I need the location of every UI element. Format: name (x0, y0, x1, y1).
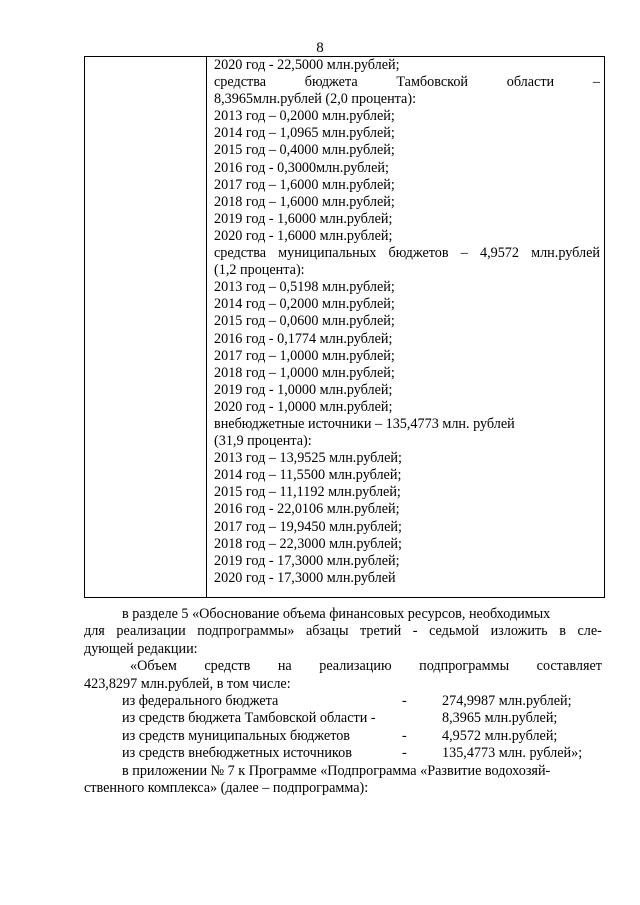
paragraph-volume-line-2: 423,8297 млн.рублей, в том числе: (84, 675, 291, 692)
funding-row (84, 745, 602, 762)
word: подпрограммы» (197, 623, 295, 640)
table-line: 2013 год – 0,2000 млн.рублей; (214, 108, 395, 125)
table-line (214, 74, 600, 91)
paragraph-line: в разделе 5 «Обоснование объема финансовых ресурсов, необходимых (122, 606, 551, 622)
funding-source-label: из средств бюджета Тамбовской области - (122, 710, 376, 727)
paragraph-volume-line-1 (84, 658, 602, 675)
word: средства (214, 74, 267, 91)
word: – (592, 74, 600, 91)
word: 4,9572 (479, 245, 519, 262)
word: млн.рублей (531, 245, 600, 262)
table-line: 2018 год – 1,6000 млн.рублей; (214, 193, 395, 210)
table-line (214, 245, 600, 262)
word: абзацы (305, 623, 349, 640)
word: сле- (577, 623, 602, 640)
table-line: 2019 год - 17,3000 млн.рублей; (214, 552, 400, 569)
table-line: 2016 год - 0,3000млн.рублей; (214, 159, 389, 176)
word: – (460, 245, 468, 262)
word: области (506, 74, 555, 91)
word: составляет (536, 658, 602, 675)
word: подпрограммы (419, 658, 510, 675)
paragraph-line: дующей редакции: (84, 640, 198, 657)
word: бюджета (304, 74, 358, 91)
funding-source-label: из средств муниципальных бюджетов (122, 727, 351, 744)
table-line: 2017 год – 19,9450 млн.рублей; (214, 518, 402, 535)
table-line: 2013 год – 0,5198 млн.рублей; (214, 279, 395, 296)
table-line: внебюджетные источники – 135,4773 млн. рублей (214, 415, 515, 432)
table-line: 2017 год – 1,6000 млн.рублей; (214, 176, 395, 193)
funding-dash: - (402, 727, 407, 744)
table-line: 2014 год – 11,5500 млн.рублей; (214, 467, 402, 484)
funding-source-label: из федерального бюджета (122, 692, 279, 709)
word: реализацию (319, 658, 392, 675)
word: реализации (116, 623, 186, 640)
table-line: 2014 год – 1,0965 млн.рублей; (214, 125, 395, 142)
table-line: 2018 год – 22,3000 млн.рублей; (214, 535, 402, 552)
table-line: 2015 год – 0,4000 млн.рублей; (214, 142, 395, 159)
funding-row (84, 728, 602, 745)
word: на (277, 658, 292, 675)
word: - (412, 623, 418, 640)
paragraph-section-5 (84, 606, 602, 658)
word: для (84, 623, 105, 640)
table-column-divider (206, 57, 207, 597)
funding-row (84, 693, 602, 710)
table-line: 2020 год - 1,6000 млн.рублей; (214, 227, 393, 244)
table-line: 2016 год - 0,1774 млн.рублей; (214, 330, 393, 347)
table-line: 2020 год - 1,0000 млн.рублей; (214, 398, 393, 415)
funding-source-label: из средств внебюджетных источников (122, 745, 352, 762)
funding-amount: 4,9572 млн.рублей; (442, 727, 558, 744)
word: «Объем (130, 658, 177, 675)
table-line: 2013 год – 13,9525 млн.рублей; (214, 450, 402, 467)
funding-amount: 274,9987 млн.рублей; (442, 692, 572, 709)
word: средств (204, 658, 251, 675)
paragraph-line (84, 623, 602, 640)
funding-dash (402, 710, 432, 727)
table-right-cell (214, 57, 600, 587)
table-line: 2018 год – 1,0000 млн.рублей; (214, 364, 395, 381)
document-body (84, 606, 602, 797)
program-table (84, 56, 605, 598)
word: в (559, 623, 566, 640)
table-line: 2020 год - 17,3000 млн.рублей (214, 569, 396, 586)
word: муниципальных (278, 245, 377, 262)
table-line: 2015 год – 0,0600 млн.рублей; (214, 313, 395, 330)
funding-sources-list (84, 693, 602, 763)
table-line: 2019 год - 1,6000 млн.рублей; (214, 210, 393, 227)
paragraph-appendix-line-2: ственного комплекса» (далее – подпрограмма): (84, 779, 369, 796)
funding-amount: 8,3965 млн.рублей; (442, 710, 558, 727)
word: третий (360, 623, 402, 640)
word: изложить (490, 623, 548, 640)
word: седьмой (429, 623, 479, 640)
word: средства (214, 245, 267, 262)
table-line: (31,9 процента): (214, 433, 312, 450)
funding-amount: 135,4773 млн. рублей»; (442, 745, 583, 762)
word: бюджетов (388, 245, 449, 262)
table-line: 2016 год - 22,0106 млн.рублей; (214, 501, 400, 518)
paragraph-appendix-line-1: в приложении № 7 к Программе «Подпрограмма «Развитие водохозяй- (122, 762, 551, 779)
funding-row (84, 710, 602, 727)
table-line: 2014 год – 0,2000 млн.рублей; (214, 296, 395, 313)
page-number: 8 (316, 40, 324, 56)
table-line: 2015 год – 11,1192 млн.рублей; (214, 484, 401, 501)
funding-dash: - (402, 745, 407, 762)
word: Тамбовской (396, 74, 469, 91)
funding-dash: - (402, 692, 407, 709)
table-line: (1,2 процента): (214, 262, 305, 279)
table-line: 2017 год – 1,0000 млн.рублей; (214, 347, 395, 364)
table-line: 2020 год - 22,5000 млн.рублей; (214, 57, 400, 73)
table-line: 2019 год - 1,0000 млн.рублей; (214, 381, 393, 398)
table-line: 8,3965млн.рублей (2,0 процента): (214, 91, 417, 108)
